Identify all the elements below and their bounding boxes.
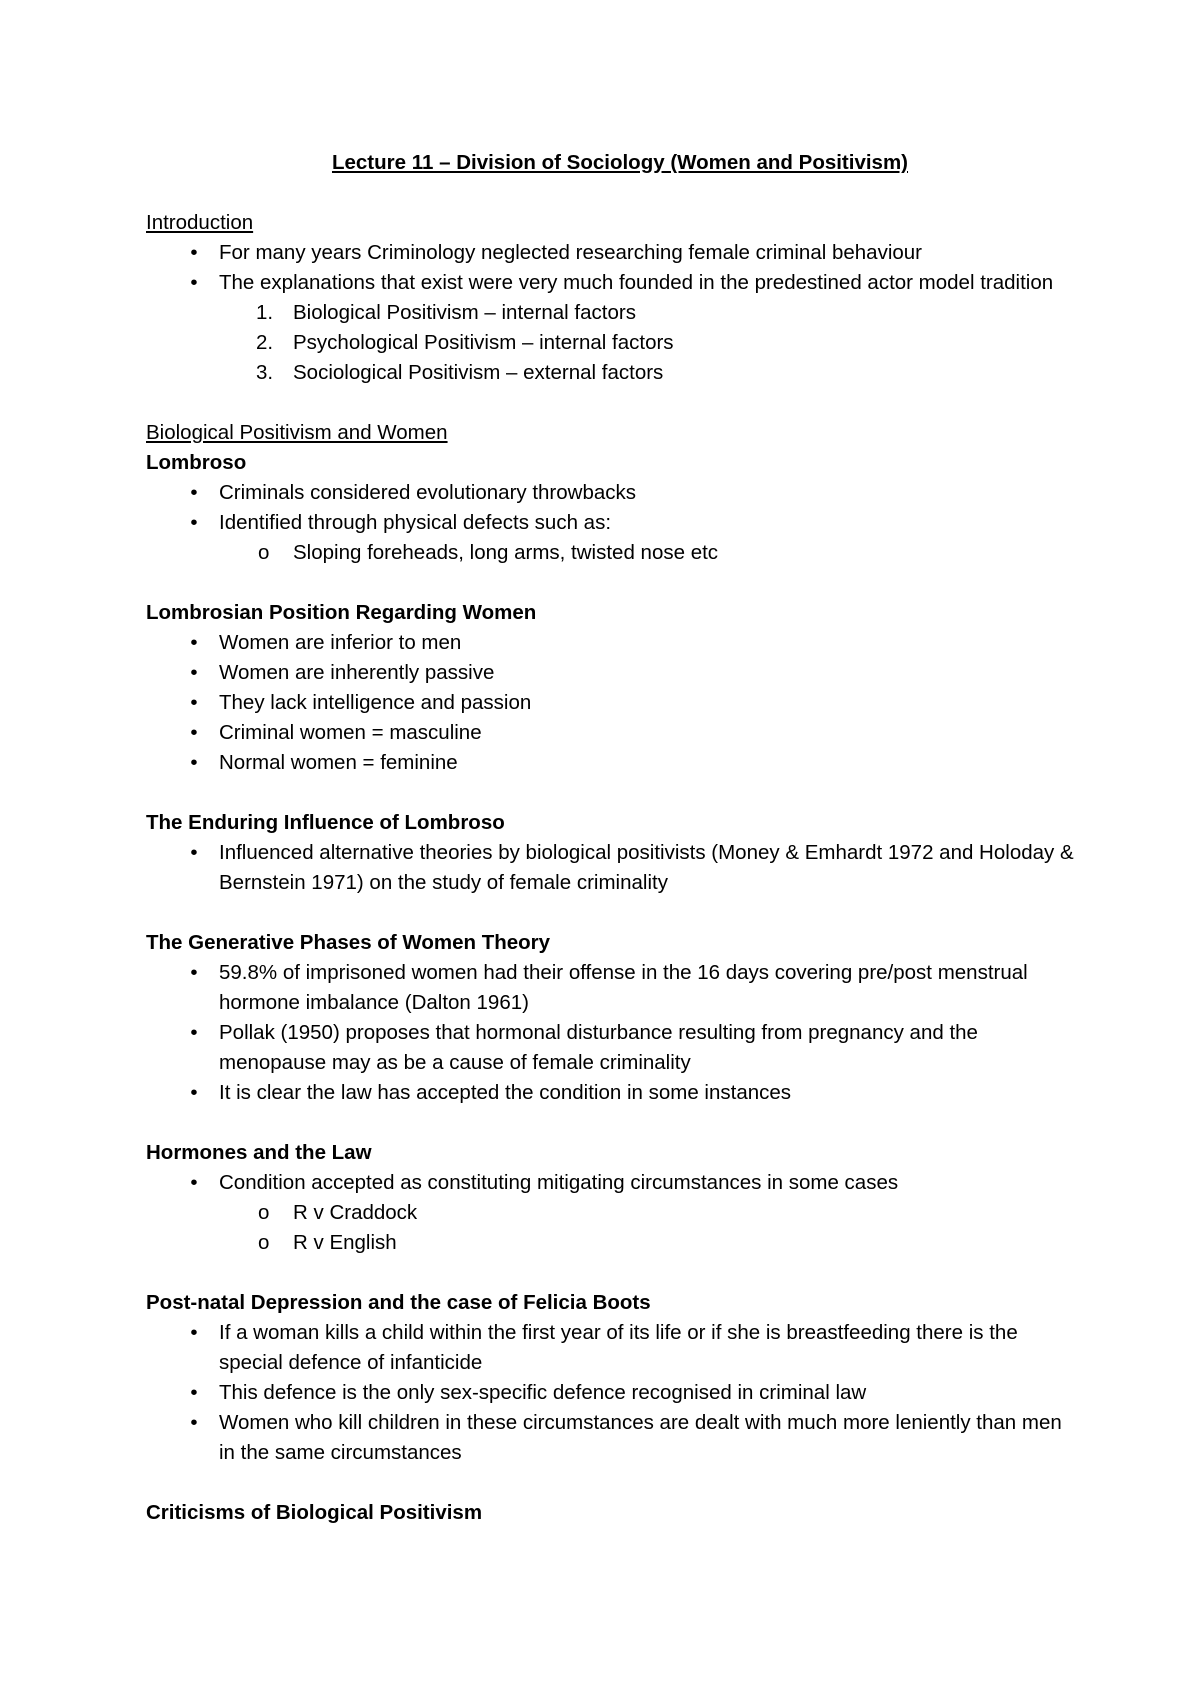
bullet-list xyxy=(146,628,1080,778)
list-item-text: They lack intelligence and passion xyxy=(219,691,532,714)
numbered-item-text: Psychological Positivism – internal factors xyxy=(293,331,674,354)
bullet-icon: • xyxy=(190,1081,198,1104)
item-number: 2. xyxy=(256,331,274,354)
list-item xyxy=(146,1018,1080,1078)
list-item-text: Women are inherently passive xyxy=(219,661,495,684)
numbered-list xyxy=(146,298,1080,388)
section-heading: Lombrosian Position Regarding Women xyxy=(146,601,537,624)
sub-bullet-icon: o xyxy=(258,1231,270,1254)
list-item-text: Criminals considered evolutionary throwbacks xyxy=(219,481,637,504)
bullet-icon: • xyxy=(190,511,198,534)
list-item xyxy=(146,838,1080,898)
section-heading: Biological Positivism and Women xyxy=(146,421,448,444)
list-item xyxy=(146,958,1080,1018)
bullet-icon: • xyxy=(190,631,198,654)
bullet-icon: • xyxy=(190,241,198,264)
list-item xyxy=(146,718,1080,748)
bullet-icon: • xyxy=(190,961,198,984)
section-introduction xyxy=(146,208,1080,388)
bullet-icon: • xyxy=(190,841,198,864)
item-number: 3. xyxy=(256,361,274,384)
list-item xyxy=(146,688,1080,718)
subsection-heading: Lombroso xyxy=(146,451,247,474)
list-item xyxy=(146,508,1080,538)
numbered-item-text: Sociological Positivism – external factors xyxy=(293,361,664,384)
sub-bullet-icon: o xyxy=(258,541,270,564)
list-item xyxy=(146,1408,1080,1468)
item-number: 1. xyxy=(256,301,274,324)
sub-list-item-text: R v English xyxy=(293,1231,397,1254)
section-heading: The Enduring Influence of Lombroso xyxy=(146,811,505,834)
sub-list-item xyxy=(146,1228,1080,1258)
bullet-icon: • xyxy=(190,1411,198,1434)
list-item xyxy=(146,628,1080,658)
list-item-text: Identified through physical defects such as: xyxy=(219,511,612,534)
list-item-text: Influenced alternative theories by biological positivists (Money & Emhardt 1972 and Holoday & Bernstein 1971) on the study of female criminality xyxy=(219,841,1074,894)
list-item-text: Criminal women = masculine xyxy=(219,721,482,744)
sub-list-item-text: R v Craddock xyxy=(293,1201,418,1224)
list-item xyxy=(146,1318,1080,1378)
bullet-icon: • xyxy=(190,271,198,294)
numbered-item xyxy=(146,298,1080,328)
list-item-text: Condition accepted as constituting mitigating circumstances in some cases xyxy=(219,1171,899,1194)
section-postnatal-depression xyxy=(146,1288,1080,1468)
list-item xyxy=(146,658,1080,688)
list-item-text: Normal women = feminine xyxy=(219,751,458,774)
bullet-icon: • xyxy=(190,751,198,774)
numbered-item xyxy=(146,358,1080,388)
document-title: Lecture 11 – Division of Sociology (Women and Positivism) xyxy=(331,151,909,174)
numbered-item-text: Biological Positivism – internal factors xyxy=(293,301,636,324)
list-item xyxy=(146,238,1080,268)
section-criticisms xyxy=(146,1498,1080,1528)
list-item xyxy=(146,748,1080,778)
section-lombrosian-position xyxy=(146,598,1080,778)
sub-bullet-list xyxy=(146,538,1080,568)
section-heading: Hormones and the Law xyxy=(146,1141,372,1164)
bullet-list xyxy=(146,1318,1080,1468)
section-heading: Introduction xyxy=(146,211,254,234)
sub-bullet-icon: o xyxy=(258,1201,270,1224)
bullet-icon: • xyxy=(190,721,198,744)
sub-list-item xyxy=(146,538,1080,568)
section-generative-phases xyxy=(146,928,1080,1108)
list-item xyxy=(146,1378,1080,1408)
list-item-text: Women who kill children in these circumstances are dealt with much more leniently than men in the same circumstances xyxy=(219,1411,1062,1464)
bullet-list xyxy=(146,958,1080,1108)
list-item-text: This defence is the only sex-specific defence recognised in criminal law xyxy=(219,1381,867,1404)
list-item-text: Women are inferior to men xyxy=(219,631,462,654)
list-item xyxy=(146,268,1080,298)
bullet-icon: • xyxy=(190,1381,198,1404)
bullet-list xyxy=(146,1168,1080,1198)
list-item-text: For many years Criminology neglected researching female criminal behaviour xyxy=(219,241,923,264)
bullet-icon: • xyxy=(190,1321,198,1344)
list-item xyxy=(146,478,1080,508)
bullet-icon: • xyxy=(190,691,198,714)
bullet-list xyxy=(146,478,1080,538)
list-item xyxy=(146,1078,1080,1108)
sub-bullet-list xyxy=(146,1198,1080,1258)
section-heading: Post-natal Depression and the case of Felicia Boots xyxy=(146,1291,651,1314)
list-item-text: 59.8% of imprisoned women had their offense in the 16 days covering pre/post menstrual hormone imbalance (Dalton 1961) xyxy=(219,961,1028,1014)
section-hormones-law xyxy=(146,1138,1080,1258)
list-item xyxy=(146,1168,1080,1198)
list-item-text: Pollak (1950) proposes that hormonal disturbance resulting from pregnancy and the menopause may as be a cause of female criminality xyxy=(219,1021,978,1074)
list-item-text: The explanations that exist were very much founded in the predestined actor model tradition xyxy=(219,271,1054,294)
bullet-icon: • xyxy=(190,481,198,504)
numbered-item xyxy=(146,328,1080,358)
bullet-icon: • xyxy=(190,661,198,684)
section-heading: The Generative Phases of Women Theory xyxy=(146,931,551,954)
list-item-text: If a woman kills a child within the first year of its life or if she is breastfeeding there is the special defence of infanticide xyxy=(219,1321,1018,1374)
sub-list-item xyxy=(146,1198,1080,1228)
bullet-list xyxy=(146,838,1080,898)
sub-list-item-text: Sloping foreheads, long arms, twisted nose etc xyxy=(293,541,719,564)
list-item-text: It is clear the law has accepted the condition in some instances xyxy=(219,1081,792,1104)
section-heading: Criticisms of Biological Positivism xyxy=(146,1501,483,1524)
bullet-icon: • xyxy=(190,1021,198,1044)
bullet-icon: • xyxy=(190,1171,198,1194)
bullet-list xyxy=(146,238,1080,298)
section-biological-positivism xyxy=(146,418,1080,568)
section-enduring-influence xyxy=(146,808,1080,898)
